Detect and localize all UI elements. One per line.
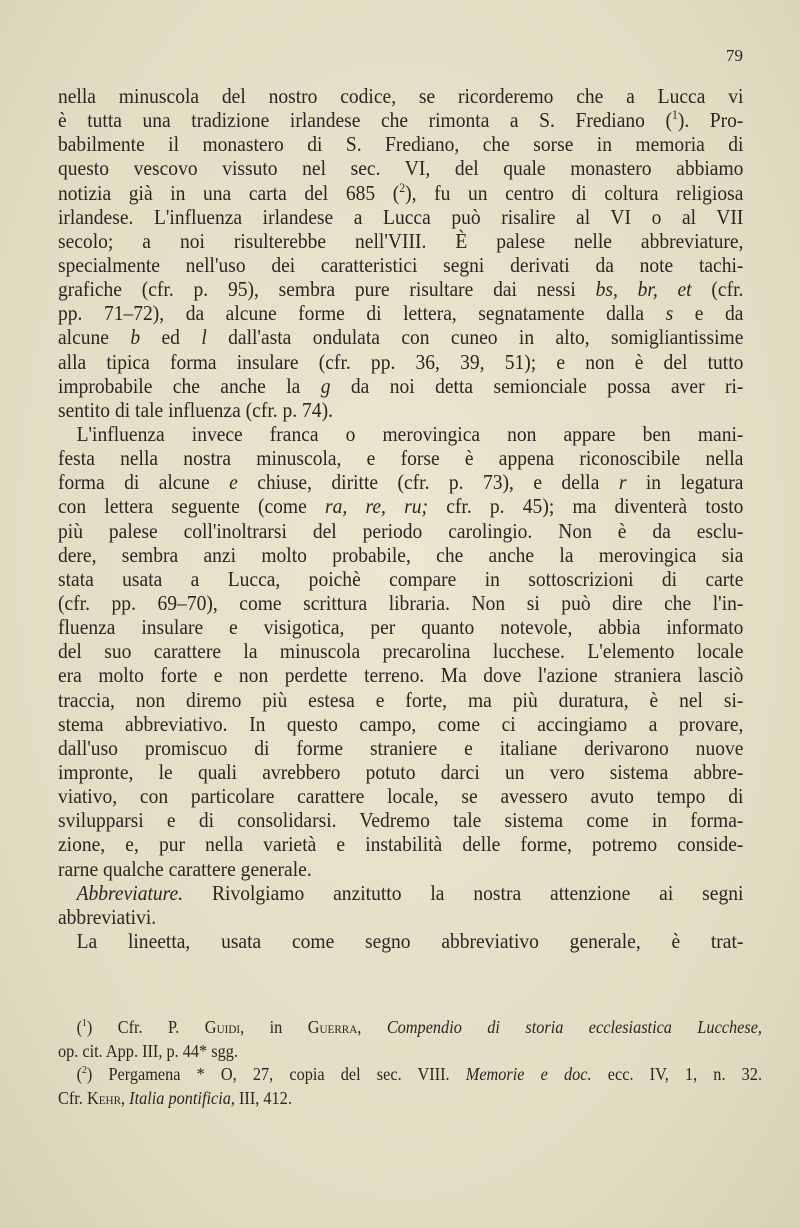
text-run: con lettera seguente (come — [58, 494, 325, 519]
text-line — [58, 543, 743, 567]
text-run: sentito di tale influenza (cfr. p. 74). — [58, 397, 333, 422]
footnote-line — [58, 1063, 762, 1087]
text-line — [58, 398, 743, 422]
text-run: abbreviativi. — [58, 904, 157, 929]
text-run: ecc. IV, 1, n. 32. — [591, 1064, 763, 1084]
text-run: op. cit. App. III, p. 44* sgg. — [58, 1040, 238, 1061]
text-line — [58, 350, 743, 374]
text-line — [58, 253, 743, 277]
text-run: ra, re, ru; — [324, 494, 428, 519]
footnote-ref: 1 — [82, 1018, 87, 1030]
text-line — [58, 277, 743, 301]
text-line — [58, 881, 743, 905]
text-run: , — [121, 1087, 130, 1108]
footnote-ref: 1 — [671, 108, 678, 123]
text-run: dall'uso promiscuo di forme straniere e italiane derivarono nuove — [58, 735, 744, 760]
text-line — [58, 591, 743, 615]
text-run: III, 412. — [234, 1087, 292, 1108]
text-run: traccia, non diremo più estesa e forte, ma più duratura, è nel si- — [58, 687, 744, 712]
footnote-line — [58, 1087, 743, 1111]
text-line — [58, 905, 743, 929]
text-run: in legatura — [626, 470, 744, 495]
body-text — [58, 84, 744, 953]
text-line — [58, 857, 743, 881]
text-line — [58, 374, 743, 398]
text-run: dere, sembra anzi molto probabile, che anche la merovingica sia — [58, 542, 744, 567]
text-run: forma di alcune — [58, 470, 230, 495]
text-line — [58, 325, 743, 349]
text-line — [58, 205, 743, 229]
text-run: grafiche (cfr. p. 95), sembra pure risultare dai nessi — [58, 277, 596, 302]
text-run: ) Pergamena * O, 27, copia del sec. VIII. — [86, 1064, 466, 1084]
text-run: (cfr. — [691, 277, 744, 302]
text-run: La lineetta, usata come segno abbreviativo generale, è trat- — [76, 928, 744, 953]
text-run: s — [665, 301, 674, 326]
text-run: e da — [673, 301, 744, 326]
text-run: Cfr. — [58, 1087, 87, 1108]
text-line — [58, 639, 743, 663]
text-run: impronte, le quali avrebbero potuto darci un vero sistema abbre- — [58, 759, 744, 784]
text-run: nella minuscola del nostro codice, se ricorderemo che a Lucca vi — [58, 84, 744, 108]
text-line — [58, 132, 743, 156]
text-run: chiuse, diritte (cfr. p. 73), e della — [237, 470, 619, 495]
text-run: ed — [140, 325, 202, 350]
footnotes — [58, 1016, 763, 1110]
text-run: , — [357, 1017, 387, 1037]
text-run: Kehr — [86, 1087, 122, 1108]
footnote-line — [58, 1040, 743, 1064]
text-line — [58, 301, 743, 325]
text-run: pp. 71–72), da alcune forme di lettera, segnatamente dalla — [58, 301, 666, 326]
text-line — [58, 108, 743, 132]
text-line — [58, 229, 743, 253]
text-line — [58, 84, 743, 108]
text-run: più palese coll'inoltrarsi del periodo carolingio. Non è da esclu- — [58, 518, 744, 543]
text-line — [58, 615, 743, 639]
text-line — [58, 808, 743, 832]
footnote-line — [58, 1016, 762, 1040]
text-line — [58, 784, 743, 808]
text-run: secolo; a noi risulterebbe nell'VIII. È palese nelle abbreviature, — [58, 228, 744, 253]
text-run: festa nella nostra minuscola, e forse è appena riconoscibile nella — [58, 446, 744, 471]
text-line — [58, 470, 743, 494]
text-run: Guerra — [307, 1017, 358, 1037]
text-run: zione, e, pur nella varietà e instabilità delle forme, potremo conside- — [58, 832, 744, 857]
text-run: del suo carattere la minuscola precarolina lucchese. L'elemento locale — [58, 639, 744, 664]
text-run: è tutta una tradizione irlandese che rimonta a S. Frediano ( — [58, 108, 672, 133]
text-run: improbabile che anche la — [58, 373, 321, 398]
text-run: specialmente nell'uso dei caratteristici segni derivati da note tachi- — [58, 252, 744, 277]
text-run: viativo, con particolare carattere locale, se avessero avuto tempo di — [58, 784, 744, 809]
text-run: r — [618, 470, 627, 495]
text-run: irlandese. L'influenza irlandese a Lucca può risalire al VI o al VII — [58, 204, 744, 229]
text-run: bs, br, et — [595, 277, 692, 302]
text-line — [58, 422, 743, 446]
text-run: ), fu un centro di coltura religiosa — [405, 180, 744, 205]
text-run: Rivolgiamo anzitutto la nostra attenzione ai segni — [183, 880, 744, 905]
text-run: dall'asta ondulata con cuneo in alto, somigliantissime — [206, 325, 744, 350]
text-run: ) Cfr. P. — [86, 1017, 205, 1037]
text-run: fluenza insulare e visigotica, per quanto notevole, abbia informato — [58, 615, 744, 640]
text-run: alcune — [58, 325, 131, 350]
text-line — [58, 519, 743, 543]
text-run: babilmente il monastero di S. Frediano, che sorse in memoria di — [58, 132, 744, 157]
text-run: ( — [76, 1064, 83, 1084]
text-line — [58, 446, 743, 470]
text-run: ( — [76, 1017, 83, 1037]
text-run: Compendio di storia ecclesiastica Lucchese, — [386, 1017, 763, 1037]
text-line — [58, 156, 743, 180]
text-line — [58, 494, 743, 518]
text-line — [58, 567, 743, 591]
text-run: Memorie e doc. — [465, 1064, 592, 1084]
text-run: stata usata a Lucca, poichè compare in sottoscrizioni di carte — [58, 566, 744, 591]
text-line — [58, 929, 743, 953]
text-run: Guidi — [204, 1017, 241, 1037]
text-run: stema abbreviativo. In questo campo, come ci accingiamo a provare, — [58, 711, 744, 736]
text-line — [58, 712, 743, 736]
footnote-ref: 2 — [399, 180, 406, 195]
page-number: 79 — [726, 46, 743, 65]
text-run: l — [201, 325, 207, 350]
text-run: questo vescovo vissuto nel sec. VI, del quale monastero abbiamo — [58, 156, 744, 181]
text-line — [58, 688, 743, 712]
text-run: , in — [240, 1017, 308, 1037]
text-line — [58, 760, 743, 784]
text-line — [58, 663, 743, 687]
text-run: Italia pontificia, — [129, 1087, 235, 1108]
text-run: alla tipica forma insulare (cfr. pp. 36, 39, 51); e non è del tutto — [58, 349, 744, 374]
text-run: rarne qualche carattere generale. — [58, 856, 312, 881]
text-run: ). Pro- — [677, 108, 744, 133]
text-run: cfr. p. 45); ma diventerà tosto — [427, 494, 744, 519]
text-line — [58, 736, 743, 760]
text-line — [58, 181, 743, 205]
text-run: (cfr. pp. 69–70), come scrittura libraria. Non si può dire che l'in- — [58, 590, 744, 615]
text-run: notizia già in una carta del 685 ( — [58, 180, 400, 205]
text-run: Abbreviature. — [76, 880, 184, 905]
text-run: g — [320, 373, 331, 398]
text-run: b — [130, 325, 141, 350]
text-run: L'influenza invece franca o merovingica non appare ben mani- — [76, 421, 744, 446]
text-line — [58, 832, 743, 856]
text-run: svilupparsi e di consolidarsi. Vedremo tale sistema come in forma- — [58, 808, 744, 833]
footnote-ref: 2 — [82, 1065, 87, 1077]
text-run: era molto forte e non perdette terreno. Ma dove l'azione straniera lasciò — [58, 663, 744, 688]
text-run: da noi detta semionciale possa aver ri- — [330, 373, 744, 398]
text-run: e — [229, 470, 238, 495]
